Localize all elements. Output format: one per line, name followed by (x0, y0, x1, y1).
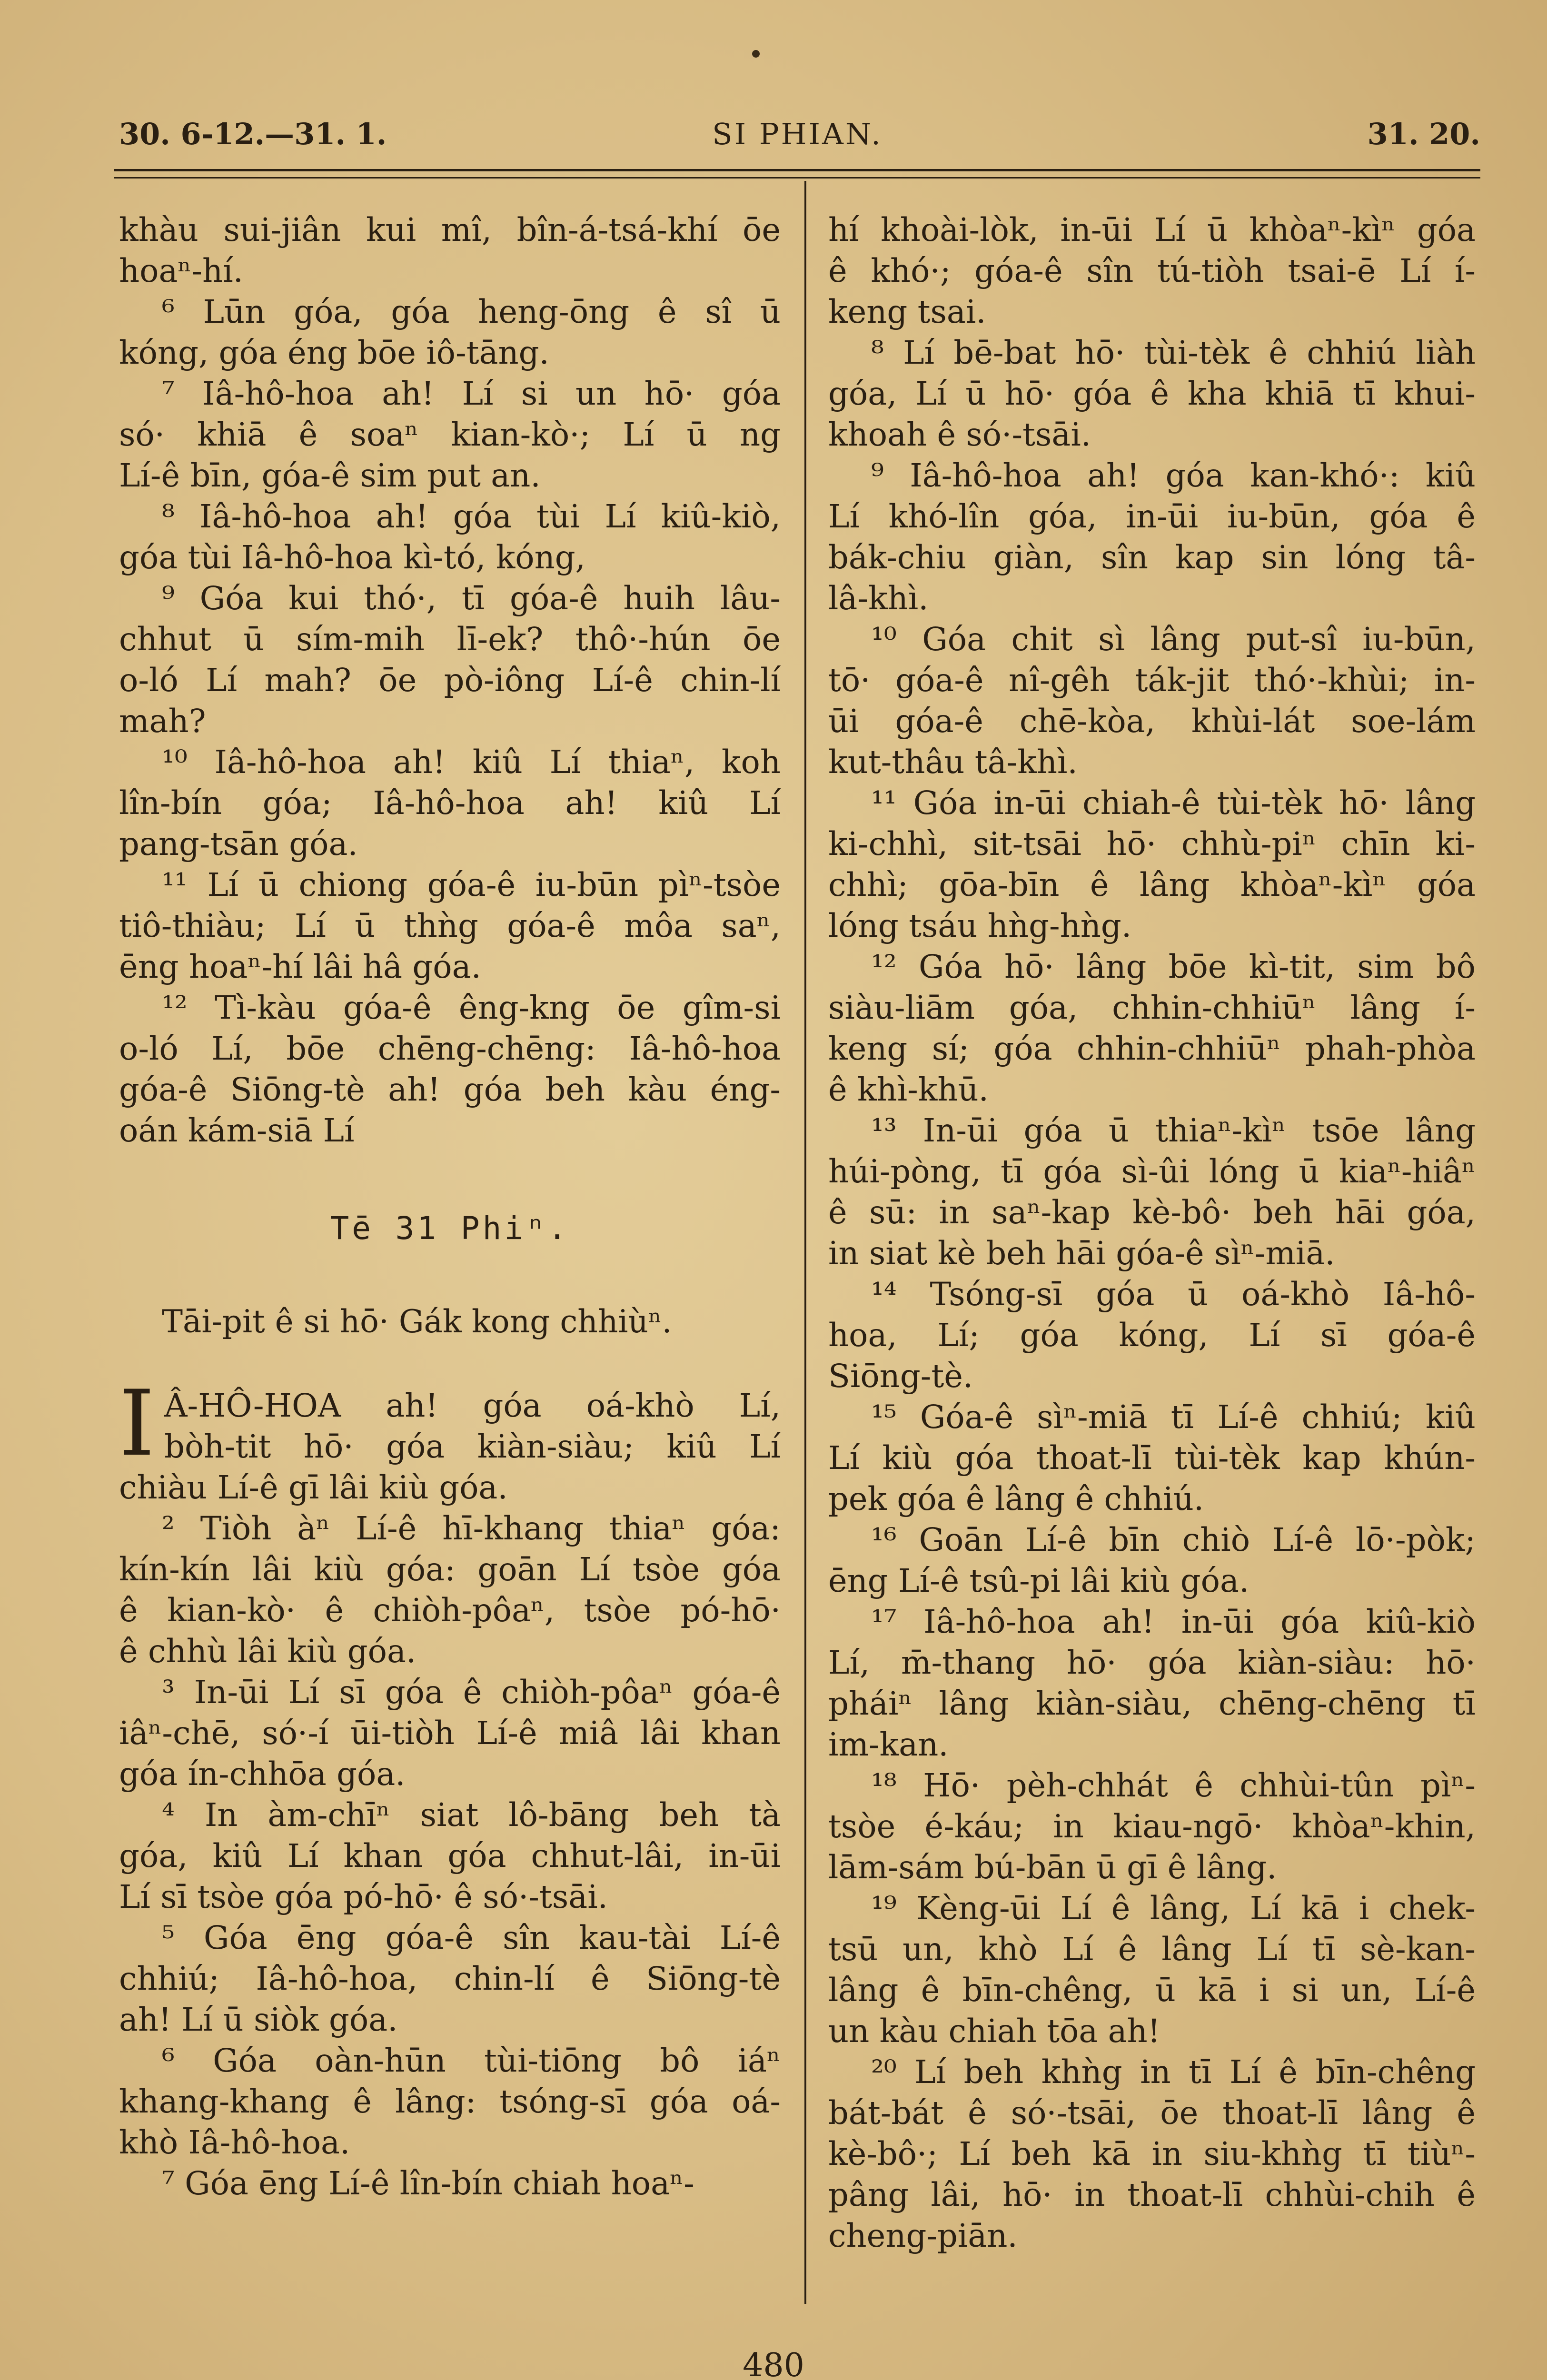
psalm-superscription: Tāi-pit ê si hō· Gák kong chhiùⁿ. (162, 1303, 672, 1340)
text-line: ⁷ Góa ēng Lí-ê lîn-bín chiah hoaⁿ- (162, 2165, 694, 2202)
text-line: o-ló Lí, bōe chēng-chēng: Iâ-hô-hoa (119, 1030, 781, 1067)
text-line: lām-sám bú-bān ū gī ê lâng. (828, 1849, 1277, 1886)
text-line: ¹⁰ Góa chit sì lâng put-sî iu-būn, (871, 621, 1476, 658)
text-line: ê sū: in saⁿ-kap kè-bô· beh hāi góa, (828, 1194, 1476, 1231)
text-line: pháiⁿ lâng kiàn-siàu, chēng-chēng tī (828, 1685, 1476, 1722)
text-line: Siōng-tè. (828, 1358, 973, 1395)
text-line: ¹⁹ Kèng-ūi Lí ê lâng, Lí kā i chek- (871, 1890, 1476, 1927)
text-line: húi-pòng, tī góa sì-ûi lóng ū kiaⁿ-hiâⁿ (828, 1153, 1476, 1190)
text-line: ⁸ Lí bē-bat hō· tùi-tèk ê chhiú liàh (871, 334, 1476, 371)
text-line: ¹¹ Lí ū chiong góa-ê iu-būn pìⁿ-tsòe (162, 866, 781, 903)
header-book-title: SI PHIAN. (712, 117, 883, 151)
text-line: só· khiā ê soaⁿ kian-kò·; Lí ū ng (119, 416, 781, 453)
text-line: pâng lâi, hō· in thoat-lī chhùi-chih ê (828, 2176, 1476, 2213)
header-left-reference: 30. 6-12.—31. 1. (119, 117, 387, 151)
text-line: ¹⁷ Iâ-hô-hoa ah! in-ūi góa kiû-kiò (871, 1603, 1476, 1640)
chapter-opening (119, 1371, 781, 1476)
text-line: ¹⁶ Goān Lí-ê bīn chiò Lí-ê lō·-pòk; (871, 1521, 1476, 1558)
text-line: góa tùi Iâ-hô-hoa kì-tó, kóng, (119, 539, 585, 576)
text-line: kín-kín lâi kiù góa: goān Lí tsòe góa (119, 1551, 781, 1588)
text-line: ¹⁰ Iâ-hô-hoa ah! kiû Lí thiaⁿ, koh (162, 744, 781, 781)
text-line: lîn-bín góa; Iâ-hô-hoa ah! kiû Lí (119, 784, 781, 822)
text-line: hí khoài-lòk, in-ūi Lí ū khòaⁿ-kìⁿ góa (828, 211, 1476, 248)
text-line: ê chhù lâi kiù góa. (119, 1633, 416, 1670)
text-line: bòh-tit hō· góa kiàn-siàu; kiû Lí (164, 1428, 781, 1465)
text-line: Â-HÔ-HOA ah! góa oá-khò Lí, (164, 1387, 781, 1424)
text-line: o-ló Lí mah? ōe pò-iông Lí-ê chin-lí (119, 662, 781, 699)
text-line: khò Iâ-hô-hoa. (119, 2124, 350, 2161)
text-line: ⁹ Iâ-hô-hoa ah! góa kan-khó·: kiû (871, 457, 1476, 494)
text-line: ki-chhì, sit-tsāi hō· chhù-piⁿ chīn ki- (828, 825, 1476, 863)
right-column-verses (828, 209, 1476, 2256)
text-line: lâng ê bīn-chêng, ū kā i si un, Lí-ê (828, 1972, 1476, 2009)
text-line: mah? (119, 703, 206, 740)
text-line: ê khó·; góa-ê sîn tú-tiòh tsai-ē Lí í- (828, 252, 1476, 289)
text-line: kè-bô·; Lí beh kā in siu-khǹg tī tiùⁿ- (828, 2135, 1476, 2172)
text-line: ēng hoaⁿ-hí lâi hâ góa. (119, 948, 481, 985)
text-line: pek góa ê lâng ê chhiú. (828, 1480, 1204, 1517)
text-line: keng sí; góa chhin-chhiūⁿ phah-phòa (828, 1030, 1476, 1067)
text-line: ⁵ Góa ēng góa-ê sîn kau-tài Lí-ê (162, 1919, 781, 1956)
left-column-verses-b (119, 1467, 781, 2204)
text-line: Lí kiù góa thoat-lī tùi-tèk kap khún- (828, 1439, 1476, 1477)
text-line: ¹¹ Góa in-ūi chiah-ê tùi-tèk hō· lâng (871, 784, 1476, 822)
column-divider (804, 181, 806, 2304)
text-line: un kàu chiah tōa ah! (828, 2013, 1160, 2050)
text-line: chhut ū sím-mih lī-ek? thô·-hún ōe (119, 621, 781, 658)
text-line: keng tsai. (828, 293, 986, 330)
text-line: Lí sī tsòe góa pó-hō· ê só·-tsāi. (119, 1878, 608, 1915)
text-line: ¹² Góa hō· lâng bōe kì-tit, sim bô (871, 948, 1476, 985)
chapter-heading: Tē 31 Phiⁿ. (330, 1210, 570, 1247)
text-line: Lí khó-lîn góa, in-ūi iu-būn, góa ê (828, 498, 1476, 535)
text-line: khang-khang ê lâng: tsóng-sī góa oá- (119, 2083, 781, 2120)
text-line: in siat kè beh hāi góa-ê sìⁿ-miā. (828, 1235, 1335, 1272)
drop-cap: I (119, 1371, 155, 1476)
text-line: ¹⁵ Góa-ê sìⁿ-miā tī Lí-ê chhiú; kiû (871, 1398, 1476, 1436)
text-line: chhiú; Iâ-hô-hoa, chin-lí ê Siōng-tè (119, 1960, 781, 1997)
text-line: hoaⁿ-hí. (119, 252, 243, 289)
text-line: góa ín-chhōa góa. (119, 1755, 406, 1793)
text-line: ⁶ Lūn góa, góa heng-ōng ê sî ū (162, 293, 781, 330)
text-line: ⁷ Iâ-hô-hoa ah! Lí si un hō· góa (162, 375, 781, 412)
left-column (119, 209, 781, 2204)
text-line: lóng tsáu hǹg-hǹg. (828, 907, 1132, 944)
text-line: ⁹ Góa kui thó·, tī góa-ê huih lâu- (162, 580, 781, 617)
header-rule (114, 169, 1480, 171)
text-line: khàu sui-jiân kui mî, bîn-á-tsá-khí ōe (119, 211, 781, 248)
text-line: oán kám-siā Lí (119, 1112, 355, 1149)
header-right-reference: 31. 20. (1367, 117, 1480, 151)
text-line: ¹² Tì-kàu góa-ê êng-kng ōe gîm-si (162, 989, 781, 1026)
text-line: tsòe é-káu; in kiau-ngō· khòaⁿ-khin, (828, 1808, 1476, 1845)
text-line: ³ In-ūi Lí sī góa ê chiòh-pôaⁿ góa-ê (162, 1674, 781, 1711)
text-line: ⁴ In àm-chīⁿ siat lô-bāng beh tà (162, 1796, 781, 1834)
text-line: Lí, m̄-thang hō· góa kiàn-siàu: hō· (828, 1644, 1476, 1681)
text-line: góa-ê Siōng-tè ah! góa beh kàu éng- (119, 1071, 781, 1108)
running-header (114, 107, 1480, 164)
text-line: lâ-khì. (828, 580, 929, 617)
text-line: ēng Lí-ê tsû-pi lâi kiù góa. (828, 1562, 1250, 1599)
text-line: ê khì-khū. (828, 1071, 989, 1108)
text-line: ah! Lí ū siòk góa. (119, 2001, 398, 2038)
page-number: 480 (743, 2347, 804, 2380)
text-line: siàu-liām góa, chhin-chhiūⁿ lâng í- (828, 989, 1476, 1026)
text-line: tsū un, khò Lí ê lâng Lí tī sè-kan- (828, 1931, 1476, 1968)
text-line: bát-bát ê só·-tsāi, ōe thoat-lī lâng ê (828, 2094, 1476, 2132)
text-line: ²⁰ Lí beh khǹg in tī Lí ê bīn-chêng (871, 2053, 1476, 2091)
text-line: chhì; gōa-bīn ê lâng khòaⁿ-kìⁿ góa (828, 866, 1476, 903)
text-line: góa, kiû Lí khan góa chhut-lâi, in-ūi (119, 1837, 781, 1874)
text-line: góa, Lí ū hō· góa ê kha khiā tī khui- (828, 375, 1476, 412)
text-line: chiàu Lí-ê gī lâi kiù góa. (119, 1469, 508, 1506)
text-line: bák-chiu giàn, sîn kap sin lóng tâ- (828, 539, 1476, 576)
text-line: cheng-piān. (828, 2217, 1018, 2254)
text-line: hoa, Lí; góa kóng, Lí sī góa-ê (828, 1317, 1476, 1354)
text-line: im-kan. (828, 1726, 949, 1763)
print-mark (752, 50, 760, 58)
text-line: tiô-thiàu; Lí ū thǹg góa-ê môa saⁿ, (119, 907, 781, 944)
text-line: ⁸ Iâ-hô-hoa ah! góa tùi Lí kiû-kiò, (162, 498, 781, 535)
text-line: kut-thâu tâ-khì. (828, 744, 1078, 781)
text-line: khoah ê só·-tsāi. (828, 416, 1091, 453)
text-line: kóng, góa éng bōe iô-tāng. (119, 334, 549, 371)
text-line: ² Tiòh àⁿ Lí-ê hī-khang thiaⁿ góa: (162, 1510, 781, 1547)
text-line: ¹⁴ Tsóng-sī góa ū oá-khò Iâ-hô- (871, 1276, 1476, 1313)
text-line: tō· góa-ê nî-gêh ták-jit thó·-khùi; in- (828, 662, 1476, 699)
text-line: Lí-ê bīn, góa-ê sim put an. (119, 457, 541, 494)
left-column-verses-a (119, 209, 781, 1151)
text-line: ūi góa-ê chē-kòa, khùi-lát soe-lám (828, 703, 1476, 740)
text-line: ⁶ Góa oàn-hūn tùi-tiōng bô iáⁿ (162, 2042, 781, 2079)
text-line: ê kian-kò· ê chiòh-pôaⁿ, tsòe pó-hō· (119, 1592, 781, 1629)
text-line: ¹³ In-ūi góa ū thiaⁿ-kìⁿ tsōe lâng (871, 1112, 1476, 1149)
right-column (828, 209, 1476, 2256)
text-line: iâⁿ-chē, só·-í ūi-tiòh Lí-ê miâ lâi khan (119, 1715, 781, 1752)
text-line: ¹⁸ Hō· pèh-chhát ê chhùi-tûn pìⁿ- (871, 1767, 1476, 1804)
text-line: pang-tsān góa. (119, 825, 358, 863)
header-rule-thin (114, 177, 1480, 178)
